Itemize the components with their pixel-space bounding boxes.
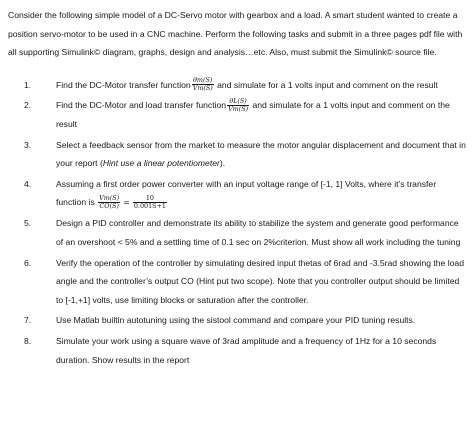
equals-sign: =: [123, 197, 130, 207]
task-number: 2.: [24, 100, 32, 111]
task-item: [8, 76, 468, 95]
task-text-pre: Find the DC-Motor transfer function: [56, 79, 191, 90]
task-text: [56, 175, 468, 213]
task-item: [8, 214, 468, 251]
task-item: [8, 136, 468, 173]
task-text: Design a PID controller and demonstrate its ability to stabilize the system and generate good performance of an overshoot < 5% and a settling time of 0.1 sec on 2%criterion. Must show all work including the tuning: [56, 218, 461, 247]
fraction-denominator: Vm(S): [228, 104, 249, 113]
task-item: [8, 332, 468, 369]
task-text-post: ).: [219, 158, 226, 169]
task-item: [8, 254, 468, 310]
task-text: Use Matlab builtin autotuning using the sistool command and compare your PID tuning results.: [56, 315, 416, 326]
fraction-denominator: CO(S): [99, 201, 119, 210]
task-number: 6.: [24, 257, 32, 268]
task-text: [56, 96, 468, 133]
task-number: 4.: [24, 178, 32, 189]
fraction-numerator: θL(S): [229, 96, 247, 105]
transfer-function-fraction: [192, 77, 214, 92]
fraction-denominator: 0.001S+1: [133, 201, 166, 210]
task-hint: Hint use a linear potentiometer: [102, 158, 220, 169]
task-text: [56, 76, 468, 95]
task-text-pre: Select a feedback sensor from the market to measure the motor angular displacement and document that in your report (: [56, 139, 466, 169]
task-number: 5.: [24, 218, 32, 229]
task-number: 7.: [24, 315, 32, 326]
task-text: Simulate your work using a square wave of 3rad amplitude and a frequency of 1Hz for a 10 seconds duration. Show results in the report: [56, 335, 437, 365]
task-item: [8, 175, 468, 213]
task-text: [56, 136, 468, 173]
task-item: [8, 311, 468, 330]
fraction-denominator: Vm(S): [192, 84, 213, 93]
task-number: 8.: [24, 335, 32, 346]
task-text-post: and simulate for a 1 volts input and comment on the result: [56, 100, 450, 129]
task-text-post: and simulate for a 1 volts input and comment on the result: [214, 79, 438, 90]
intro-paragraph: Consider the following simple model of a DC-Servo motor with gearbox and a load. A smart student wanted to create a position servo-motor to be used in a CNC machine. Perform the following tasks and submit in a three pages pdf file with all supporting Simulink© diagram, graphs, design and analysis…etc. Also, must submit the Simulink© source file.: [8, 10, 463, 58]
transfer-function-fraction: [227, 98, 249, 113]
task-number: 1.: [24, 79, 32, 90]
fraction-numerator: 10: [145, 193, 154, 202]
task-text-pre: Assuming a first order power converter with an input voltage range of [-1, 1] Volts, where it’s transfer function is: [56, 178, 437, 208]
task-text-pre: Find the DC-Motor and load transfer function: [56, 100, 227, 111]
task-number: 3.: [24, 139, 32, 150]
converter-fraction-lhs: [98, 195, 120, 210]
task-text: Verify the operation of the controller by simulating desired input thetas of 6rad and -3.5rad showing the load angle and the controller’s output CO (Hint put two scope). Note that you controller output should be limited to [-1,+1] volts, use limiting blocks or saturation after the controller.: [56, 257, 464, 305]
fraction-numerator: Vm(S): [99, 193, 120, 202]
task-item: [8, 96, 468, 133]
task-list: [8, 76, 468, 369]
converter-fraction-rhs: [133, 195, 167, 210]
fraction-numerator: θm(S): [193, 76, 213, 85]
